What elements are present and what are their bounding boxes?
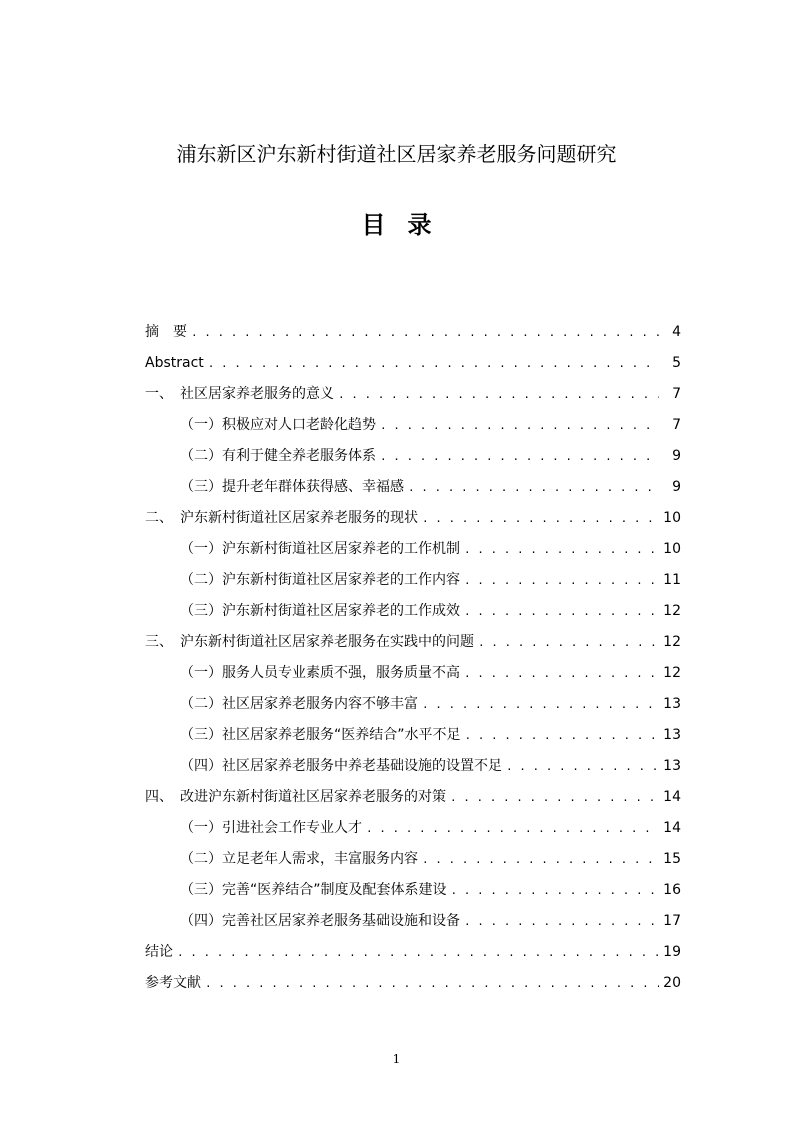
toc-entry-label: 结论	[145, 944, 173, 960]
toc-dot-leader	[208, 348, 659, 379]
toc-entry-label: 二、 沪东新村街道社区居家养老服务的现状	[145, 510, 418, 526]
toc-entry-page: 13	[663, 727, 681, 743]
toc-entry-label: （二）立足老年人需求，丰富服务内容	[180, 851, 418, 867]
toc-dot-leader	[464, 565, 659, 596]
toc-entry-page: 14	[663, 789, 681, 805]
toc-dot-leader	[464, 658, 659, 689]
toc-entry[interactable]	[145, 565, 681, 596]
toc-dot-leader	[506, 751, 659, 782]
toc-entry-page: 4	[672, 324, 681, 340]
toc-dot-leader	[338, 379, 659, 410]
toc-entry[interactable]	[145, 782, 681, 813]
toc-dot-leader	[464, 596, 659, 627]
toc-entry-page: 7	[672, 417, 681, 433]
toc-entry[interactable]	[145, 472, 681, 503]
toc-entry-page: 9	[672, 448, 681, 464]
toc-entry-label: （二）有利于健全养老服务体系	[180, 448, 376, 464]
table-of-contents	[145, 317, 681, 999]
toc-entry-label: （一）服务人员专业素质不强，服务质量不高	[180, 665, 460, 681]
toc-entry-page: 13	[663, 758, 681, 774]
toc-entry-page: 11	[663, 572, 681, 588]
toc-entry[interactable]	[145, 534, 681, 565]
toc-dot-leader	[380, 441, 659, 472]
toc-entry[interactable]	[145, 720, 681, 751]
toc-entry-label: 一、 社区居家养老服务的意义	[145, 386, 334, 402]
toc-entry[interactable]	[145, 844, 681, 875]
toc-entry-page: 9	[672, 479, 681, 495]
toc-dot-leader	[464, 534, 659, 565]
toc-dot-leader	[422, 844, 659, 875]
toc-entry-page: 16	[663, 882, 681, 898]
toc-entry-label: 摘 要	[145, 324, 187, 340]
toc-dot-leader	[366, 813, 659, 844]
toc-entry-page: 19	[663, 944, 681, 960]
toc-entry[interactable]	[145, 503, 681, 534]
toc-dot-leader	[465, 720, 659, 751]
toc-dot-leader	[177, 937, 659, 968]
toc-entry-label: 三、 沪东新村街道社区居家养老服务在实践中的问题	[145, 634, 474, 650]
toc-entry-page: 12	[663, 603, 681, 619]
toc-entry[interactable]	[145, 968, 681, 999]
toc-entry-label: 四、 改进沪东新村街道社区居家养老服务的对策	[145, 789, 446, 805]
toc-dot-leader	[191, 317, 659, 348]
toc-entry-page: 20	[663, 975, 681, 991]
page-number: 1	[392, 1052, 401, 1066]
toc-entry-label: （一）积极应对人口老龄化趋势	[180, 417, 376, 433]
toc-entry-label: （四）社区居家养老服务中养老基础设施的设置不足	[180, 758, 502, 774]
toc-entry[interactable]	[145, 348, 681, 379]
toc-dot-leader	[478, 627, 659, 658]
toc-entry[interactable]	[145, 875, 681, 906]
toc-entry-page: 10	[663, 541, 681, 557]
toc-entry-label: （三）提升老年群体获得感、幸福感	[180, 479, 404, 495]
toc-entry[interactable]	[145, 689, 681, 720]
toc-entry-label: （二）社区居家养老服务内容不够丰富	[180, 696, 418, 712]
toc-entry-page: 13	[663, 696, 681, 712]
toc-entry-label: （四）完善社区居家养老服务基础设施和设备	[180, 913, 460, 929]
toc-entry[interactable]	[145, 379, 681, 410]
toc-entry[interactable]	[145, 658, 681, 689]
toc-entry[interactable]	[145, 317, 681, 348]
toc-entry-page: 14	[663, 820, 681, 836]
toc-entry[interactable]	[145, 937, 681, 968]
toc-entry-label: 参考文献	[145, 975, 201, 991]
toc-entry-label: （一）引进社会工作专业人才	[180, 820, 362, 836]
toc-dot-leader	[451, 875, 659, 906]
toc-entry[interactable]	[145, 906, 681, 937]
toc-heading: 目录	[361, 211, 454, 239]
toc-entry-page: 15	[663, 851, 681, 867]
toc-entry[interactable]	[145, 813, 681, 844]
toc-dot-leader	[408, 472, 659, 503]
toc-dot-leader	[422, 689, 659, 720]
toc-dot-leader	[422, 503, 659, 534]
toc-entry-page: 12	[663, 665, 681, 681]
toc-dot-leader	[450, 782, 659, 813]
toc-entry-label: （三）社区居家养老服务“医养结合”水平不足	[180, 727, 461, 743]
toc-entry[interactable]	[145, 627, 681, 658]
toc-entry[interactable]	[145, 596, 681, 627]
document-title: 浦东新区沪东新村街道社区居家养老服务问题研究	[176, 142, 617, 166]
toc-dot-leader	[464, 906, 659, 937]
toc-entry-label: Abstract	[145, 355, 204, 371]
toc-entry-page: 5	[672, 355, 681, 371]
toc-dot-leader	[205, 968, 659, 999]
toc-entry-label: （三）沪东新村街道社区居家养老的工作成效	[180, 603, 460, 619]
toc-entry[interactable]	[145, 441, 681, 472]
toc-entry-label: （二）沪东新村街道社区居家养老的工作内容	[180, 572, 460, 588]
toc-entry-label: （三）完善“医养结合”制度及配套体系建设	[180, 882, 447, 898]
toc-dot-leader	[380, 410, 659, 441]
toc-entry-page: 12	[663, 634, 681, 650]
toc-entry-label: （一）沪东新村街道社区居家养老的工作机制	[180, 541, 460, 557]
toc-entry-page: 7	[672, 386, 681, 402]
toc-entry[interactable]	[145, 751, 681, 782]
toc-entry-page: 10	[663, 510, 681, 526]
toc-entry-page: 17	[663, 913, 681, 929]
toc-entry[interactable]	[145, 410, 681, 441]
